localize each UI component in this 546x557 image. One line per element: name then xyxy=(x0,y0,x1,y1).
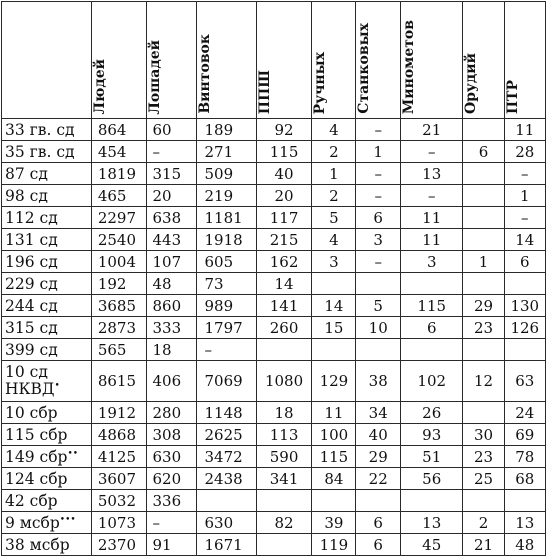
table-cell: 14 xyxy=(312,295,356,317)
table-cell: 60 xyxy=(146,119,196,141)
table-cell: 29 xyxy=(463,295,504,317)
table-row xyxy=(2,163,546,185)
table-cell: – xyxy=(196,339,256,361)
table-cell: 1 xyxy=(312,163,356,185)
table-row xyxy=(2,185,546,207)
table-cell: 1181 xyxy=(196,207,256,229)
column-header-label: Винтовок xyxy=(196,34,213,114)
table-cell: 26 xyxy=(401,402,463,424)
table-cell: 315 xyxy=(146,163,196,185)
table-cell: 28 xyxy=(504,141,545,163)
table-cell: 406 xyxy=(146,361,196,402)
unit-name-cell xyxy=(2,490,92,512)
table-cell: – xyxy=(401,141,463,163)
table-cell xyxy=(463,402,504,424)
table-cell: 115 xyxy=(312,446,356,468)
table-cell: 189 xyxy=(196,119,256,141)
table-row xyxy=(2,512,546,534)
column-header-label: ППШ xyxy=(256,69,273,114)
table-cell: 115 xyxy=(256,141,312,163)
unit-name: 10 сбр xyxy=(5,403,58,422)
table-cell: 638 xyxy=(146,207,196,229)
table-cell: 6 xyxy=(356,512,401,534)
unit-name: 87 сд xyxy=(5,164,48,183)
table-cell xyxy=(463,185,504,207)
unit-name-cell xyxy=(2,207,92,229)
column-header-label: Минометов xyxy=(401,19,417,114)
table-cell: 12 xyxy=(463,361,504,402)
table-cell: 465 xyxy=(91,185,146,207)
table-cell: 590 xyxy=(256,446,312,468)
footnote-marker: ••• xyxy=(59,514,76,525)
table-cell: 2297 xyxy=(91,207,146,229)
table-cell: 308 xyxy=(146,424,196,446)
table-cell xyxy=(356,339,401,361)
table-cell: 1 xyxy=(463,251,504,273)
table-cell xyxy=(463,273,504,295)
table-cell: 630 xyxy=(196,512,256,534)
table-cell: 40 xyxy=(356,424,401,446)
table-cell: 162 xyxy=(256,251,312,273)
table-cell: 1 xyxy=(356,141,401,163)
table-cell: 18 xyxy=(256,402,312,424)
table-cell: 113 xyxy=(256,424,312,446)
column-header-label: ПТР xyxy=(504,79,521,114)
table-cell: 23 xyxy=(463,446,504,468)
column-header-label: Станковых xyxy=(356,23,373,114)
table-cell: 1080 xyxy=(256,361,312,402)
unit-name-cell xyxy=(2,424,92,446)
table-cell: 2873 xyxy=(91,317,146,339)
table-cell: – xyxy=(356,251,401,273)
table-cell: 2 xyxy=(463,512,504,534)
unit-name: 10 сд НКВД xyxy=(5,363,55,398)
unit-name-cell xyxy=(2,229,92,251)
table-cell xyxy=(356,490,401,512)
table-row xyxy=(2,534,546,556)
column-header xyxy=(196,2,256,119)
table-cell: 2438 xyxy=(196,468,256,490)
table-cell: 443 xyxy=(146,229,196,251)
table-cell: 107 xyxy=(146,251,196,273)
table-cell: 620 xyxy=(146,468,196,490)
table-cell xyxy=(256,339,312,361)
table-cell: 192 xyxy=(91,273,146,295)
table-cell: 20 xyxy=(146,185,196,207)
table-cell: 22 xyxy=(356,468,401,490)
table-cell: 119 xyxy=(312,534,356,556)
table-row xyxy=(2,141,546,163)
table-cell: – xyxy=(356,185,401,207)
table-cell xyxy=(463,207,504,229)
table-cell xyxy=(504,339,545,361)
table-cell: 102 xyxy=(401,361,463,402)
table-cell: 336 xyxy=(146,490,196,512)
table-cell: 333 xyxy=(146,317,196,339)
table-cell xyxy=(312,339,356,361)
table-cell: 3 xyxy=(312,251,356,273)
table-cell: 129 xyxy=(312,361,356,402)
table-cell: 69 xyxy=(504,424,545,446)
unit-name: 115 сбр xyxy=(5,425,68,444)
table-cell xyxy=(196,490,256,512)
table-cell: 13 xyxy=(401,163,463,185)
table-row xyxy=(2,119,546,141)
unit-name: 35 гв. сд xyxy=(5,142,75,161)
table-cell xyxy=(401,490,463,512)
table-cell: – xyxy=(356,163,401,185)
table-cell: 2625 xyxy=(196,424,256,446)
table-cell: 141 xyxy=(256,295,312,317)
table-cell: 1819 xyxy=(91,163,146,185)
table-cell: 864 xyxy=(91,119,146,141)
column-header xyxy=(463,2,504,119)
table-row xyxy=(2,317,546,339)
column-header xyxy=(146,2,196,119)
table-cell xyxy=(463,339,504,361)
unit-name-cell xyxy=(2,339,92,361)
table-row xyxy=(2,490,546,512)
table-row xyxy=(2,361,546,402)
column-header xyxy=(401,2,463,119)
unit-name: 33 гв. сд xyxy=(5,120,75,139)
table-cell: 5 xyxy=(356,295,401,317)
column-header-label: Людей xyxy=(91,58,108,114)
table-cell xyxy=(256,534,312,556)
table-cell: 2540 xyxy=(91,229,146,251)
table-cell: 1797 xyxy=(196,317,256,339)
table-cell: 1148 xyxy=(196,402,256,424)
table-cell: 219 xyxy=(196,185,256,207)
table-cell: 34 xyxy=(356,402,401,424)
table-cell: 605 xyxy=(196,251,256,273)
table-cell: 24 xyxy=(504,402,545,424)
table-cell: 23 xyxy=(463,317,504,339)
unit-name-cell xyxy=(2,273,92,295)
table-cell: 6 xyxy=(356,207,401,229)
table-cell: 21 xyxy=(463,534,504,556)
footnote-marker: •• xyxy=(67,448,79,459)
table-cell: 1671 xyxy=(196,534,256,556)
table-cell: 3607 xyxy=(91,468,146,490)
table-cell: 48 xyxy=(504,534,545,556)
table-cell xyxy=(463,119,504,141)
table-cell xyxy=(463,229,504,251)
table-cell: 6 xyxy=(356,534,401,556)
table-cell: 6 xyxy=(463,141,504,163)
table-cell: 51 xyxy=(401,446,463,468)
table-cell: – xyxy=(504,207,545,229)
table-cell: 271 xyxy=(196,141,256,163)
table-cell xyxy=(356,273,401,295)
table-cell: 117 xyxy=(256,207,312,229)
table-cell: 2370 xyxy=(91,534,146,556)
table-cell: 100 xyxy=(312,424,356,446)
table-cell xyxy=(312,273,356,295)
table-row xyxy=(2,339,546,361)
table-row xyxy=(2,424,546,446)
table-cell: 14 xyxy=(504,229,545,251)
table-cell: 1073 xyxy=(91,512,146,534)
table-cell: 4 xyxy=(312,119,356,141)
table-cell: 13 xyxy=(504,512,545,534)
table-cell: 68 xyxy=(504,468,545,490)
table-cell: 860 xyxy=(146,295,196,317)
unit-name: 131 сд xyxy=(5,230,58,249)
table-cell: 630 xyxy=(146,446,196,468)
table-cell: 260 xyxy=(256,317,312,339)
table-cell: 11 xyxy=(401,229,463,251)
unit-name: 229 сд xyxy=(5,274,58,293)
unit-name: 315 сд xyxy=(5,318,58,337)
table-cell: – xyxy=(401,185,463,207)
table-cell: 39 xyxy=(312,512,356,534)
column-header-label: Ручных xyxy=(312,51,329,114)
column-header-label: Лошадей xyxy=(146,39,163,114)
table-cell: 126 xyxy=(504,317,545,339)
unit-name: 196 сд xyxy=(5,252,58,271)
unit-name-cell xyxy=(2,512,92,534)
table-cell: 11 xyxy=(401,207,463,229)
table-cell: 1 xyxy=(504,185,545,207)
table-cell: 78 xyxy=(504,446,545,468)
table-cell: 91 xyxy=(146,534,196,556)
header-row xyxy=(2,2,546,119)
table-cell: 40 xyxy=(256,163,312,185)
unit-name: 149 сбр xyxy=(5,447,68,466)
unit-name: 124 сбр xyxy=(5,469,68,488)
unit-name: 9 мсбр xyxy=(5,513,60,532)
table-cell: 73 xyxy=(196,273,256,295)
table-cell: 215 xyxy=(256,229,312,251)
table-cell: 45 xyxy=(401,534,463,556)
table-cell: 82 xyxy=(256,512,312,534)
unit-name: 38 мсбр xyxy=(5,535,70,554)
table-cell: 6 xyxy=(504,251,545,273)
table-cell: 11 xyxy=(312,402,356,424)
table-row xyxy=(2,207,546,229)
column-header xyxy=(91,2,146,119)
table-cell: 13 xyxy=(401,512,463,534)
unit-name-cell xyxy=(2,402,92,424)
unit-name-cell xyxy=(2,295,92,317)
table-cell: 4 xyxy=(312,229,356,251)
unit-name: 399 сд xyxy=(5,340,58,359)
table-cell: 21 xyxy=(401,119,463,141)
unit-name-cell xyxy=(2,361,92,402)
table-row xyxy=(2,295,546,317)
table-cell: 565 xyxy=(91,339,146,361)
table-cell: 25 xyxy=(463,468,504,490)
table-cell: 2 xyxy=(312,185,356,207)
table-cell: 6 xyxy=(401,317,463,339)
column-header xyxy=(256,2,312,119)
table-cell xyxy=(401,339,463,361)
table-row xyxy=(2,446,546,468)
table-cell xyxy=(463,490,504,512)
table-cell: 341 xyxy=(256,468,312,490)
table-cell: 48 xyxy=(146,273,196,295)
table-cell: 280 xyxy=(146,402,196,424)
footnote-marker: • xyxy=(54,381,60,391)
column-header xyxy=(504,2,545,119)
table-cell: 18 xyxy=(146,339,196,361)
table-cell: 115 xyxy=(401,295,463,317)
forces-table xyxy=(1,1,546,556)
unit-name-cell xyxy=(2,141,92,163)
table-cell: 5032 xyxy=(91,490,146,512)
table-row xyxy=(2,402,546,424)
unit-name-cell xyxy=(2,119,92,141)
table-cell: 20 xyxy=(256,185,312,207)
table-cell: 3685 xyxy=(91,295,146,317)
table-cell: – xyxy=(356,119,401,141)
table-row xyxy=(2,468,546,490)
unit-name-cell xyxy=(2,185,92,207)
table-cell: 2 xyxy=(312,141,356,163)
header-corner-cell xyxy=(2,2,92,119)
table-cell: – xyxy=(146,141,196,163)
table-cell: 4125 xyxy=(91,446,146,468)
column-header xyxy=(312,2,356,119)
table-cell: 989 xyxy=(196,295,256,317)
table-cell: 7069 xyxy=(196,361,256,402)
table-cell xyxy=(401,273,463,295)
table-body xyxy=(2,119,546,556)
table-cell: 5 xyxy=(312,207,356,229)
column-header-label: Орудий xyxy=(463,52,480,114)
column-header xyxy=(356,2,401,119)
unit-name: 244 сд xyxy=(5,296,58,315)
table-cell: 8615 xyxy=(91,361,146,402)
table-row xyxy=(2,251,546,273)
table-cell: 56 xyxy=(401,468,463,490)
table-cell: 1004 xyxy=(91,251,146,273)
table-cell: 29 xyxy=(356,446,401,468)
unit-name-cell xyxy=(2,251,92,273)
table-cell: 4868 xyxy=(91,424,146,446)
table-cell: 10 xyxy=(356,317,401,339)
table-row xyxy=(2,229,546,251)
table-cell: 130 xyxy=(504,295,545,317)
table-cell xyxy=(256,490,312,512)
table-cell: 38 xyxy=(356,361,401,402)
unit-name-cell xyxy=(2,446,92,468)
unit-name-cell xyxy=(2,534,92,556)
table-cell: 92 xyxy=(256,119,312,141)
table-cell: 3 xyxy=(356,229,401,251)
table-cell: 84 xyxy=(312,468,356,490)
table-cell: – xyxy=(146,512,196,534)
table-cell: 30 xyxy=(463,424,504,446)
table-cell: 1918 xyxy=(196,229,256,251)
table-cell: – xyxy=(504,163,545,185)
table-cell: 93 xyxy=(401,424,463,446)
unit-name: 112 сд xyxy=(5,208,58,227)
unit-name-cell xyxy=(2,163,92,185)
table-cell xyxy=(463,163,504,185)
table-cell xyxy=(504,490,545,512)
unit-name: 98 сд xyxy=(5,186,48,205)
unit-name: 42 сбр xyxy=(5,491,58,510)
table-cell: 454 xyxy=(91,141,146,163)
table-cell: 3472 xyxy=(196,446,256,468)
table-cell: 3 xyxy=(401,251,463,273)
unit-name-cell xyxy=(2,317,92,339)
table-cell xyxy=(312,490,356,512)
table-cell: 509 xyxy=(196,163,256,185)
unit-name-cell xyxy=(2,468,92,490)
table-cell: 63 xyxy=(504,361,545,402)
table-row xyxy=(2,273,546,295)
table-cell: 14 xyxy=(256,273,312,295)
table-cell: 11 xyxy=(504,119,545,141)
table-cell xyxy=(504,273,545,295)
table-cell: 1912 xyxy=(91,402,146,424)
table-cell: 15 xyxy=(312,317,356,339)
